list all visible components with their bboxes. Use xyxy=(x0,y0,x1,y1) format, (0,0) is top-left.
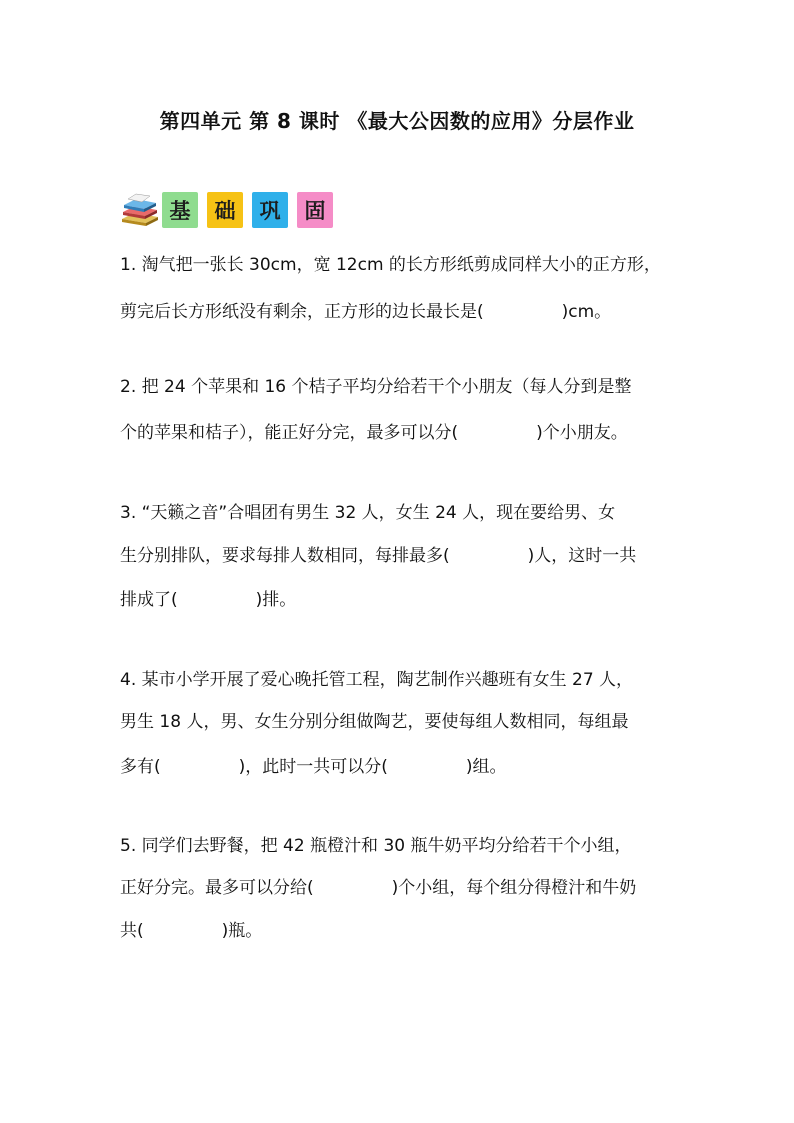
section-tile-固: 固 xyxy=(297,192,333,228)
question-text: )cm。 xyxy=(561,302,612,322)
question-4 xyxy=(120,668,700,779)
question-text: )个小朋友。 xyxy=(536,423,628,443)
question-text: 5. 同学们去野餐，把 42 瓶橙汁和 30 瓶牛奶平均分给若干个小组， xyxy=(120,836,632,856)
question-line xyxy=(120,834,700,858)
question-line xyxy=(120,668,700,692)
question-text: 排成了( xyxy=(120,590,178,610)
section-header xyxy=(120,192,333,228)
section-tile-基: 基 xyxy=(162,192,198,228)
question-text: 4. 某市小学开展了爱心晚托管工程，陶艺制作兴趣班有女生 27 人， xyxy=(120,670,634,690)
question-text: 生分别排队，要求每排人数相同，每排最多( xyxy=(120,546,450,566)
question-text: 剪完后长方形纸没有剩余，正方形的边长最长是( xyxy=(120,302,484,322)
page-title: 第四单元 第 8 课时 《最大公因数的应用》分层作业 xyxy=(159,109,635,133)
question-1 xyxy=(120,253,700,324)
question-line xyxy=(120,501,700,525)
question-text: )瓶。 xyxy=(221,921,263,941)
question-line xyxy=(120,755,700,779)
question-text: 2. 把 24 个苹果和 16 个桔子平均分给若干个小朋友（每人分到是整 xyxy=(120,377,632,397)
question-text: 男生 18 人，男、女生分别分组做陶艺，要使每组人数相同，每组最 xyxy=(120,712,629,732)
question-text: 共( xyxy=(120,921,144,941)
question-text: )组。 xyxy=(465,757,507,777)
question-line xyxy=(120,544,700,568)
question-text: )人，这时一共 xyxy=(527,546,637,566)
question-text: 多有( xyxy=(120,757,161,777)
question-line xyxy=(120,253,700,277)
question-3 xyxy=(120,501,700,612)
question-line xyxy=(120,421,700,445)
question-line xyxy=(120,710,700,734)
section-tile-巩: 巩 xyxy=(252,192,288,228)
question-text: 1. 淘气把一张长 30cm，宽 12cm 的长方形纸剪成同样大小的正方形， xyxy=(120,255,661,275)
question-text: 3. “天籁之音”合唱团有男生 32 人，女生 24 人，现在要给男、女 xyxy=(120,503,616,523)
question-text: )排。 xyxy=(255,590,297,610)
question-line xyxy=(120,919,700,943)
question-text: 个的苹果和桔子），能正好分完，最多可以分( xyxy=(120,423,459,443)
question-line xyxy=(120,375,700,399)
books-icon xyxy=(120,192,160,228)
question-text: 正好分完。最多可以分给( xyxy=(120,878,314,898)
question-text: )个小组，每个组分得橙汁和牛奶 xyxy=(391,878,637,898)
question-line xyxy=(120,300,700,324)
question-line xyxy=(120,876,700,900)
question-text: )，此时一共可以分( xyxy=(238,757,388,777)
question-line xyxy=(120,588,700,612)
section-tile-础: 础 xyxy=(207,192,243,228)
question-5 xyxy=(120,834,700,943)
question-2 xyxy=(120,375,700,445)
